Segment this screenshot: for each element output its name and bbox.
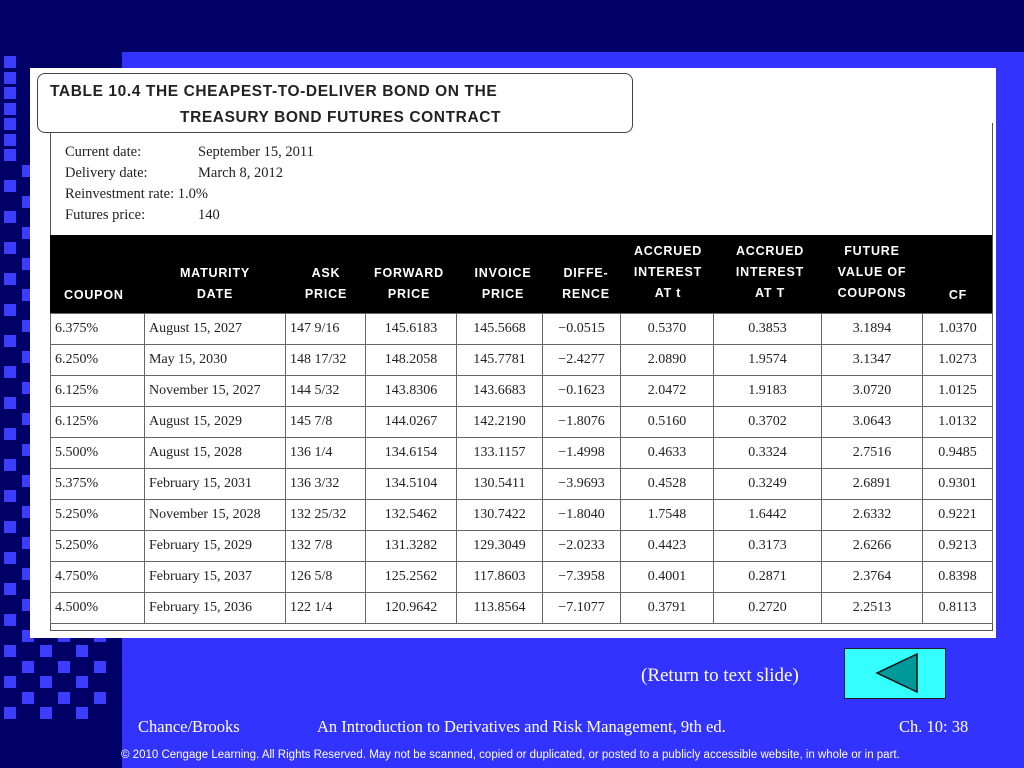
table-row <box>51 314 993 345</box>
table-cell: 0.4423 <box>621 531 714 562</box>
table-cell: 6.125% <box>51 407 145 438</box>
decorative-square <box>4 134 16 146</box>
decorative-square <box>4 56 16 68</box>
table-cell: −1.8040 <box>543 500 621 531</box>
table-cell: 145.7781 <box>457 345 543 376</box>
decorative-square <box>58 661 70 673</box>
table-title-line1: TABLE 10.4 THE CHEAPEST-TO-DELIVER BOND ON THE <box>50 83 498 100</box>
table-cell: 126 5/8 <box>286 562 366 593</box>
header-invoice-price: INVOICE PRICE <box>474 266 532 301</box>
table-cell: 136 1/4 <box>286 438 366 469</box>
decorative-square <box>76 676 88 688</box>
table-cell: 125.2562 <box>366 562 457 593</box>
footer-chapter-page: Ch. 10: 38 <box>899 717 969 736</box>
table-cell: November 15, 2027 <box>145 376 286 407</box>
decorative-square <box>4 72 16 84</box>
decorative-square <box>4 118 16 130</box>
table-cell: 0.2871 <box>714 562 822 593</box>
decorative-square <box>4 459 16 471</box>
table-cell: 2.0472 <box>621 376 714 407</box>
table-cell: 0.3173 <box>714 531 822 562</box>
table-cell: 1.9183 <box>714 376 822 407</box>
table-cell: May 15, 2030 <box>145 345 286 376</box>
table-cell: 0.4528 <box>621 469 714 500</box>
table-cell: 130.5411 <box>457 469 543 500</box>
table-cell: 144.0267 <box>366 407 457 438</box>
table-cell: November 15, 2028 <box>145 500 286 531</box>
header-maturity: MATURITY DATE <box>179 266 251 301</box>
table-cell: 1.7548 <box>621 500 714 531</box>
header-accrued-interest-T: ACCRUED INTEREST AT T <box>735 244 805 300</box>
footer-author: Chance/Brooks <box>138 717 240 736</box>
left-triangle-arrow-icon <box>845 649 945 697</box>
table-cell: 4.500% <box>51 593 145 624</box>
table-cell: 5.375% <box>51 469 145 500</box>
table-cell: 2.6332 <box>822 500 923 531</box>
decorative-square <box>40 676 52 688</box>
table-cell: 0.5160 <box>621 407 714 438</box>
table-row <box>51 593 993 624</box>
table-cell: 3.0643 <box>822 407 923 438</box>
table-cell: 6.250% <box>51 345 145 376</box>
table-cell: 0.9213 <box>923 531 993 562</box>
table-row <box>51 438 993 469</box>
table-cell: 144 5/32 <box>286 376 366 407</box>
table-cell: 1.0370 <box>923 314 993 345</box>
footer-copyright: © 2010 Cengage Learning. All Rights Reserved. May not be scanned, copied or duplicated, or posted to a publicly accessible website, in whole or in part. <box>121 749 900 761</box>
decorative-square <box>22 692 34 704</box>
decorative-square <box>40 645 52 657</box>
decorative-square <box>76 707 88 719</box>
table-cell: 0.3853 <box>714 314 822 345</box>
table-cell: −3.9693 <box>543 469 621 500</box>
table-cell: 2.0890 <box>621 345 714 376</box>
table-cell: 145 7/8 <box>286 407 366 438</box>
return-to-text-slide-label[interactable]: (Return to text slide) <box>641 665 799 686</box>
info-reinvestment-rate: Reinvestment rate: 1.0% <box>65 186 208 202</box>
table-cell: 3.1894 <box>822 314 923 345</box>
table-cell: 143.6683 <box>457 376 543 407</box>
table-row <box>51 531 993 562</box>
table-row <box>51 469 993 500</box>
table-title-box <box>37 73 633 133</box>
table-cell: −1.8076 <box>543 407 621 438</box>
decorative-square <box>4 490 16 502</box>
table-cell: 143.8306 <box>366 376 457 407</box>
table-cell: 129.3049 <box>457 531 543 562</box>
table-row <box>51 562 993 593</box>
top-dark-band <box>0 0 1024 52</box>
table-cell: 1.0132 <box>923 407 993 438</box>
decorative-square <box>4 273 16 285</box>
decorative-square <box>4 87 16 99</box>
table-cell: 136 3/32 <box>286 469 366 500</box>
table-cell: 6.125% <box>51 376 145 407</box>
table-cell: 145.6183 <box>366 314 457 345</box>
table-cell: 2.7516 <box>822 438 923 469</box>
header-difference: DIFFE- RENCE <box>562 266 610 301</box>
table-cell: 130.7422 <box>457 500 543 531</box>
info-delivery-date: Delivery date: March 8, 2012 <box>65 165 283 181</box>
table-cell: 145.5668 <box>457 314 543 345</box>
table-cell: August 15, 2029 <box>145 407 286 438</box>
decorative-square <box>76 645 88 657</box>
table-cell: 113.8564 <box>457 593 543 624</box>
table-cell: 134.6154 <box>366 438 457 469</box>
table-cell: 0.8398 <box>923 562 993 593</box>
decorative-square <box>4 397 16 409</box>
table-cell: 5.250% <box>51 531 145 562</box>
header-ask-price: ASK PRICE <box>304 266 348 301</box>
table-cell: 122 1/4 <box>286 593 366 624</box>
footer-book-title: An Introduction to Derivatives and Risk Management, 9th ed. <box>317 717 726 736</box>
decorative-square <box>4 103 16 115</box>
table-cell: 0.3702 <box>714 407 822 438</box>
decorative-square <box>4 304 16 316</box>
decorative-square <box>4 707 16 719</box>
table-cell: −7.3958 <box>543 562 621 593</box>
table-cell: 2.3764 <box>822 562 923 593</box>
table-cell: February 15, 2029 <box>145 531 286 562</box>
table-cell: 3.1347 <box>822 345 923 376</box>
table-cell: 0.3324 <box>714 438 822 469</box>
table-cell: 132 25/32 <box>286 500 366 531</box>
decorative-square <box>4 180 16 192</box>
decorative-square <box>94 661 106 673</box>
header-cf: CF <box>948 288 968 302</box>
table-cell: 0.5370 <box>621 314 714 345</box>
table-body <box>51 314 993 624</box>
table-cell: February 15, 2036 <box>145 593 286 624</box>
table-cell: 1.0125 <box>923 376 993 407</box>
table-cell: −2.4277 <box>543 345 621 376</box>
decorative-square <box>4 335 16 347</box>
decorative-square <box>4 552 16 564</box>
table-cell: August 15, 2027 <box>145 314 286 345</box>
table-cell: 1.6442 <box>714 500 822 531</box>
table-cell: 2.2513 <box>822 593 923 624</box>
table-cell: February 15, 2037 <box>145 562 286 593</box>
table-cell: 0.8113 <box>923 593 993 624</box>
table-cell: 133.1157 <box>457 438 543 469</box>
decorative-square <box>4 211 16 223</box>
table-cell: 134.5104 <box>366 469 457 500</box>
table-cell: August 15, 2028 <box>145 438 286 469</box>
header-coupon: COUPON <box>64 288 124 302</box>
bond-table <box>50 313 993 624</box>
decorative-square <box>22 661 34 673</box>
decorative-square <box>94 692 106 704</box>
table-cell: 5.500% <box>51 438 145 469</box>
table-cell: 142.2190 <box>457 407 543 438</box>
table-row <box>51 376 993 407</box>
table-cell: 148 17/32 <box>286 345 366 376</box>
table-cell: February 15, 2031 <box>145 469 286 500</box>
table-cell: −1.4998 <box>543 438 621 469</box>
decorative-square <box>4 149 16 161</box>
table-cell: 147 9/16 <box>286 314 366 345</box>
table-header-row <box>50 235 992 313</box>
table-cell: 0.4001 <box>621 562 714 593</box>
decorative-square <box>4 428 16 440</box>
table-cell: 3.0720 <box>822 376 923 407</box>
table-cell: 0.2720 <box>714 593 822 624</box>
table-cell: 0.3791 <box>621 593 714 624</box>
table-cell: −0.1623 <box>543 376 621 407</box>
decorative-square <box>4 583 16 595</box>
table-cell: 5.250% <box>51 500 145 531</box>
header-forward-price: FORWARD PRICE <box>374 266 444 301</box>
table-cell: 0.3249 <box>714 469 822 500</box>
decorative-square <box>40 707 52 719</box>
header-accrued-interest-t: ACCRUED INTEREST AT t <box>633 244 703 300</box>
decorative-square <box>4 614 16 626</box>
table-cell: 2.6266 <box>822 531 923 562</box>
table-cell: 131.3282 <box>366 531 457 562</box>
decorative-square <box>4 366 16 378</box>
decorative-square <box>58 692 70 704</box>
table-cell: −2.0233 <box>543 531 621 562</box>
table-cell: 148.2058 <box>366 345 457 376</box>
info-futures-price: Futures price: 140 <box>65 207 220 223</box>
table-row <box>51 407 993 438</box>
table-cell: 0.9221 <box>923 500 993 531</box>
table-image-panel <box>30 68 996 638</box>
table-cell: 132 7/8 <box>286 531 366 562</box>
decorative-square <box>4 242 16 254</box>
table-title-line2: TREASURY BOND FUTURES CONTRACT <box>180 109 502 126</box>
table-cell: 132.5462 <box>366 500 457 531</box>
table-cell: 0.9301 <box>923 469 993 500</box>
back-button[interactable] <box>844 648 946 699</box>
table-cell: 4.750% <box>51 562 145 593</box>
decorative-square <box>4 676 16 688</box>
table-cell: 117.8603 <box>457 562 543 593</box>
table-cell: 2.6891 <box>822 469 923 500</box>
table-cell: 0.9485 <box>923 438 993 469</box>
table-cell: −7.1077 <box>543 593 621 624</box>
info-current-date: Current date: September 15, 2011 <box>65 144 314 160</box>
table-cell: 120.9642 <box>366 593 457 624</box>
table-row <box>51 345 993 376</box>
decorative-square <box>4 521 16 533</box>
table-cell: 1.0273 <box>923 345 993 376</box>
table-row <box>51 500 993 531</box>
table-cell: 6.375% <box>51 314 145 345</box>
header-future-value-coupons: FUTURE VALUE OF COUPONS <box>837 244 907 300</box>
table-cell: −0.0515 <box>543 314 621 345</box>
decorative-square <box>4 645 16 657</box>
table-cell: 0.4633 <box>621 438 714 469</box>
table-cell: 1.9574 <box>714 345 822 376</box>
